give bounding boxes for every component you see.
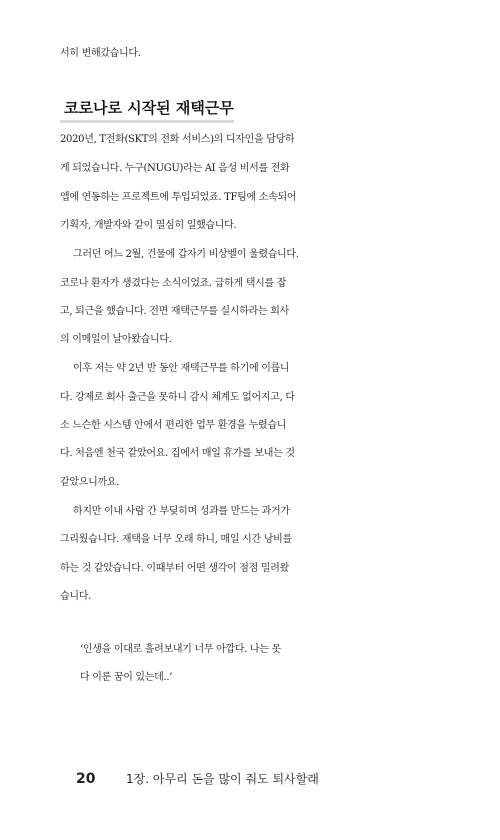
body-line: 코로나 환자가 생겼다는 소식이었죠. 급하게 택시를 잡 [60, 278, 287, 289]
body-line: 이후 저는 약 2년 반 동안 재택근무를 하기에 이릅니 [73, 363, 290, 374]
body-line: 다. 처음엔 천국 같았어요. 집에서 매일 휴가를 보내는 것 [60, 448, 295, 459]
page-number: 20 [76, 771, 96, 787]
heading-underline [60, 120, 234, 123]
quote-line: 다 이룬 꿈이 있는데..’ [80, 672, 173, 683]
body-line: 다. 강제로 회사 출근을 못하니 감시 체계도 없어지고, 다 [60, 392, 295, 403]
body-line: 앱에 연동하는 프로젝트에 투입되었죠. TF팀에 소속되어 [60, 192, 297, 203]
quote-line: ‘인생을 이대로 흘려보내기 너무 아깝다. 나는 못 [80, 644, 281, 655]
body-line: 하지만 이내 사람 간 부딪히며 성과를 만드는 과거가 [73, 506, 290, 517]
body-line: 게 되었습니다. 누구(NUGU)라는 AI 음성 비서를 전화 [60, 163, 290, 174]
section-heading: 코로나로 시작된 재택근무 [64, 99, 234, 117]
opening-line: 서히 변해갔습니다. [60, 48, 141, 59]
body-line: 습니다. [60, 591, 91, 602]
body-line: 의 이메일이 날아왔습니다. [60, 334, 172, 345]
body-line: 2020년, T전화(SKT의 전화 서비스)의 디자인을 담당하 [60, 134, 295, 145]
running-head: 1장. 아무리 돈을 많이 줘도 퇴사할래 [126, 772, 319, 786]
body-line: 그러던 어느 2월, 건물에 갑자기 비상벨이 울렸습니다. [73, 249, 299, 260]
body-line: 고, 퇴근을 했습니다. 전면 재택근무를 실시하라는 회사 [60, 306, 289, 317]
body-line: 같았으니까요. [60, 477, 120, 488]
body-line: 하는 것 같았습니다. 이때부터 어떤 생각이 점점 밀려왔 [60, 563, 289, 574]
body-line: 그리웠습니다. 재택을 너무 오래 하니, 매일 시간 낭비를 [60, 534, 292, 545]
body-line: 소 느슨한 시스템 안에서 편리한 업무 환경을 누렸습니 [60, 420, 287, 431]
body-line: 기획자, 개발자와 같이 열심히 일했습니다. [60, 220, 237, 231]
